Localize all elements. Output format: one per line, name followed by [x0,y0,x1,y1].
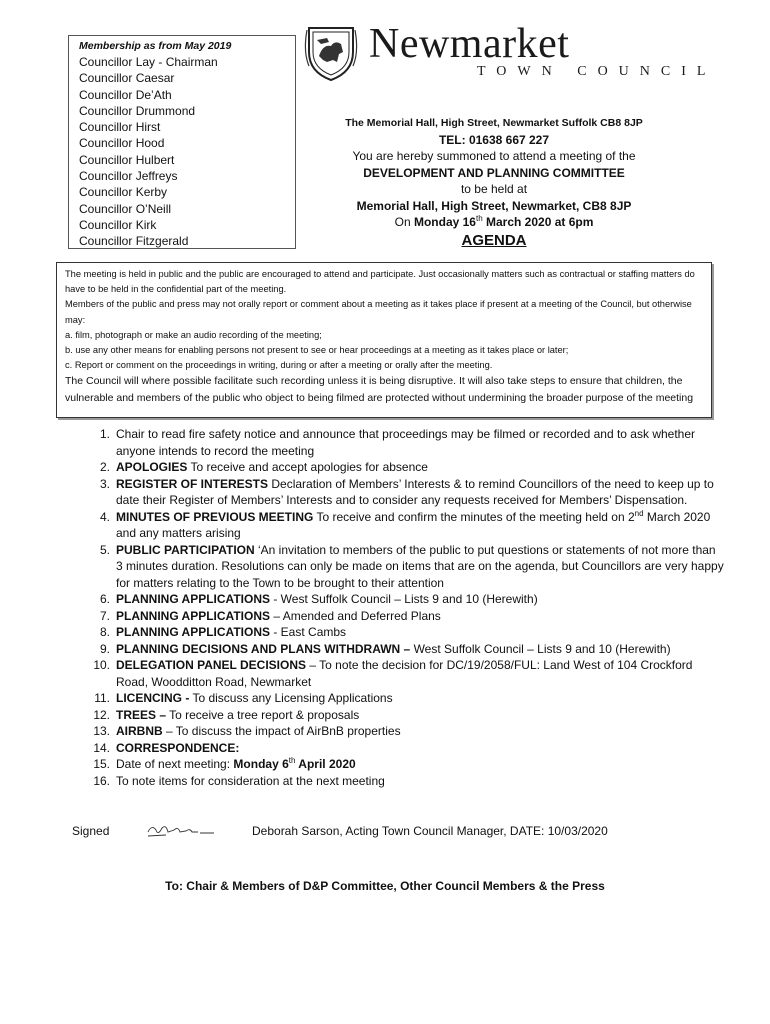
notice-paragraph: b. use any other means for enabling persons not present to see or hear proceedings at a meeting as it takes place or later; [65,345,569,356]
agenda-item-number: 13. [93,724,110,738]
member-item: Councillor Drummond [79,103,196,118]
agenda-item-bold: AIRBNB [116,724,163,738]
date-prefix: On [394,215,411,229]
agenda-item-text: To receive and accept apologies for absence [187,460,428,474]
agenda-item-number: 6. [99,592,110,606]
member-item: Councillor Lay - Chairman [79,55,218,69]
agenda-item [84,509,724,542]
agenda-item-text: To note items for consideration at the next meeting [116,773,385,788]
agenda-title: AGENDA [461,231,527,249]
member-item: Councillor Jeffreys [79,169,178,184]
date-rest: March 2020 at 6pm [486,215,594,229]
agenda-item-bold: PLANNING DECISIONS AND PLANS WITHDRAWN – [116,641,411,656]
committee-name: DEVELOPMENT AND PLANNING COMMITTEE [363,165,625,180]
agenda-item-bold: PLANNING APPLICATIONS [116,592,271,606]
agenda-item [84,624,724,641]
agenda-item-bold: PUBLIC PARTICIPATION [116,542,255,557]
agenda-item-bold: APOLOGIES [116,460,188,474]
member-item: Councillor Hulbert [79,152,175,167]
agenda-item-bold: PLANNING APPLICATIONS [116,608,271,623]
agenda-item-text: – Amended and Deferred Plans [270,608,441,623]
agenda-item-text: To receive a tree report & proposals [166,707,360,722]
held-at-text: to be held at [460,182,528,196]
agenda-list [84,426,724,789]
logo-title: Newmarket [369,21,570,67]
agenda-item-number: 3. [99,476,110,491]
agenda-item-bold: DELEGATION PANEL DECISIONS [116,658,307,672]
agenda-item-text: – To note the decision for DC/19/2058/FUL: Land West of 104 Crockford Road, Woodditton Road, Newmarket [116,658,693,689]
signature-row [72,824,692,844]
agenda-item [84,641,724,658]
agenda-item-sup: th [288,756,296,765]
member-item: Councillor Kerby [79,185,168,200]
agenda-item-text: - East Cambs [270,625,347,639]
notice-paragraph: a. film, photograph or make an audio recording of the meeting; [65,329,322,340]
agenda-item [84,707,724,724]
agenda-item [84,608,724,625]
agenda-item-after: March 2020 and any matters arising [116,509,711,540]
summons-text: You are hereby summoned to attend a meeting of the [352,149,636,163]
meeting-date [300,214,688,231]
agenda-item-bold: REGISTER OF INTERESTS [116,476,269,491]
agenda-item-number: 7. [99,608,110,623]
agenda-item [84,773,724,790]
agenda-item [84,542,724,592]
agenda-item-number: 1. [99,427,110,441]
notice-paragraph: The Council will where possible facilitate such recording unless it is being disruptive. It will also take steps to ensure that children, the vulnerable and members of the public who object to being filmed are protected without undermining the broader purpose of the meeting [65,375,694,405]
agenda-item-text: Declaration of Members’ Interests & to remind Councillors of the need to keep up to date their Register of Members’ Interests and to consider any requests received for Members’ Dispensation. [116,476,714,507]
member-item: Councillor De’Ath [79,87,172,102]
agenda-item-number: 11. [94,691,110,705]
meeting-header [300,115,688,249]
agenda-item-number: 10. [93,658,110,672]
telephone: TEL: 01638 667 227 [438,132,550,147]
agenda-item [84,756,724,773]
member-item: Councillor Caesar [79,71,175,86]
member-item: Councillor Hood [79,136,165,151]
member-item: Councillor Fitzgerald [79,234,189,249]
agenda-item-text: Date of next meeting: [116,757,234,771]
agenda-item-text: To discuss any Licensing Applications [189,691,393,705]
agenda-item [84,657,724,690]
notice-paragraph: The meeting is held in public and the public are encouraged to attend and participate. Just occasionally matters such as contractual or staffing matters do have to be held in the confidential part of the meeting. [65,269,695,295]
membership-title: Membership as from May 2019 [79,40,232,52]
agenda-item-number: 9. [99,641,110,656]
agenda-item-sup: nd [634,508,644,518]
agenda-item-number: 16. [93,773,110,788]
agenda-item-number: 12. [93,707,110,722]
agenda-item-number: 14. [93,740,110,755]
agenda-item-text: Chair to read fire safety notice and announce that proceedings may be filmed or recorded and to ask whether anyone intends to record the meeting [116,427,696,458]
notice-paragraph: Members of the public and press may not orally report or comment about a meeting as it takes place if present at a meeting of the Council, but otherwise may: [65,299,692,325]
agenda-item-number: 15. [93,757,110,771]
member-item: Councillor O’Neill [79,201,172,216]
agenda-item-bold-after: April 2020 [295,757,356,771]
agenda-item-text: To receive and confirm the minutes of the meeting held on 2 [313,509,635,524]
membership-box [68,35,296,249]
agenda-item [84,740,724,757]
agenda-item-bold: LICENCING - [116,691,190,705]
date-suffix: th [475,214,483,223]
signature-icon [146,822,216,840]
agenda-item-text: West Suffolk Council – Lists 9 and 10 (Herewith) [410,641,671,656]
address: The Memorial Hall, High Street, Newmarket Suffolk CB8 8JP [345,117,643,129]
venue: Memorial Hall, High Street, Newmarket, CB8 8JP [356,198,632,213]
agenda-item-number: 4. [99,509,110,524]
agenda-item-text: - West Suffolk Council – Lists 9 and 10 (Herewith) [270,592,538,606]
agenda-item-number: 5. [99,542,110,557]
agenda-item [84,690,724,707]
agenda-item [84,426,724,459]
agenda-item-number: 2. [99,460,110,474]
signer-details: Deborah Sarson, Acting Town Council Manager, DATE: 10/03/2020 [252,824,608,838]
agenda-item-bold: PLANNING APPLICATIONS [116,625,271,639]
notice-paragraph: c. Report or comment on the proceedings in writing, during or after a meeting or orally after the meeting. [65,360,493,371]
agenda-item-bold: CORRESPONDENCE: [116,740,240,755]
membership-list [79,54,295,250]
agenda-item-bold: TREES – [116,707,167,722]
agenda-item-number: 8. [99,625,110,639]
agenda-item-bold2: Monday 6 [233,757,289,771]
agenda-item [84,591,724,608]
agenda-item [84,723,724,740]
agenda-item-bold: MINUTES OF PREVIOUS MEETING [116,509,314,524]
public-notice-box [56,262,712,418]
member-item: Councillor Hirst [79,120,161,135]
member-item: Councillor Kirk [79,217,157,232]
crest-icon [303,22,359,82]
town-council-logo [303,21,717,84]
date-day: Monday 16 [413,215,476,229]
signed-label: Signed [72,824,110,838]
agenda-item-text: – To discuss the impact of AirBnB properties [162,724,401,738]
agenda-item-text: ‘An invitation to members of the public to put questions or statements of not more than 3 minutes duration. Resolutions can only be made on items that are on the agenda, but Councillors are very happy for matters relating to the Town to be brought to their attention [116,542,724,590]
agenda-item [84,459,724,476]
logo-subtitle: TOWN COUNCIL [477,64,717,79]
distribution-line: To: Chair & Members of D&P Committee, Other Council Members & the Press [165,879,605,893]
agenda-item [84,476,724,509]
